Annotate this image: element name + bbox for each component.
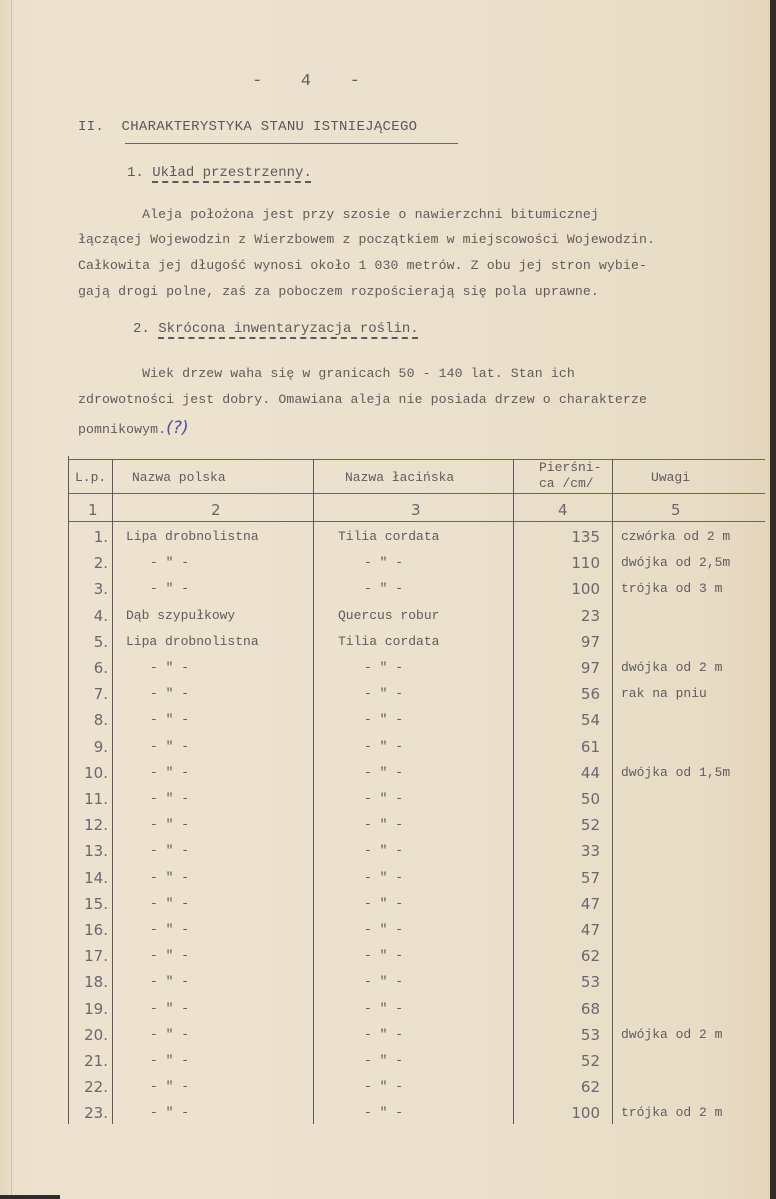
column-number-separator xyxy=(68,521,765,522)
table-border-top xyxy=(68,459,765,460)
section-heading xyxy=(78,119,417,135)
cell-circumference: 33 xyxy=(580,842,600,861)
cell-lp: 19. xyxy=(84,999,108,1018)
cell-notes: czwórka od 2 m xyxy=(621,529,731,544)
cell-latin-name: - " - xyxy=(364,1026,404,1042)
column-number: 2 xyxy=(211,501,221,519)
cell-polish-name: - " - xyxy=(150,869,190,885)
cell-latin-name: - " - xyxy=(364,922,404,937)
cell-lp: 15. xyxy=(84,894,108,913)
table-border-left xyxy=(68,456,69,1124)
cell-latin-name: Tilia cordata xyxy=(338,633,440,649)
cell-circumference: 97 xyxy=(580,632,600,651)
paragraph-line: Aleja położona jest przy szosie o nawierzchni bitumicznej xyxy=(78,207,599,222)
subsection-heading-2 xyxy=(133,321,419,337)
page-fold-line xyxy=(11,0,12,1199)
heading-underline xyxy=(125,143,458,144)
cell-latin-name: - " - xyxy=(364,1105,404,1121)
cell-latin-name: - " - xyxy=(364,764,404,780)
cell-latin-name: - " - xyxy=(364,555,404,571)
subsection-title: Układ przestrzenny. xyxy=(152,165,312,181)
cell-lp: 3. xyxy=(93,580,108,599)
section-title: CHARAKTERYSTYKA STANU ISTNIEJĄCEGO xyxy=(121,119,418,135)
cell-lp: 20. xyxy=(84,1025,108,1044)
cell-lp: 13. xyxy=(84,842,108,861)
paragraph-line: Całkowita jej długość wynosi około 1 030 metrów. Z obu jej stron wybie- xyxy=(78,258,647,273)
cell-lp: 11. xyxy=(84,790,108,808)
cell-polish-name: - " - xyxy=(150,922,190,937)
cell-latin-name: - " - xyxy=(364,843,404,859)
cell-circumference: 52 xyxy=(580,1052,600,1070)
cell-latin-name: - " - xyxy=(364,869,404,885)
cell-polish-name: - " - xyxy=(150,555,190,571)
cell-circumference: 54 xyxy=(580,711,600,730)
cell-notes: dwójka od 2 m xyxy=(621,1026,723,1042)
cell-notes: rak na pniu xyxy=(621,686,707,702)
cell-circumference: 44 xyxy=(580,763,600,782)
cell-circumference: 68 xyxy=(580,999,600,1018)
cell-latin-name: - " - xyxy=(364,712,404,728)
cell-latin-name: Quercus robur xyxy=(338,607,440,623)
cell-polish-name: - " - xyxy=(150,660,190,675)
cell-lp: 23. xyxy=(84,1104,108,1123)
cell-notes: dwójka od 2 m xyxy=(621,660,723,675)
column-divider xyxy=(112,459,113,1124)
cell-lp: 9. xyxy=(93,737,108,756)
cell-notes: dwójka od 2,5m xyxy=(621,555,731,571)
cell-notes: trójka od 2 m xyxy=(621,1105,723,1121)
subsection-number: 2. xyxy=(133,321,150,337)
cell-latin-name: - " - xyxy=(364,581,404,597)
cell-lp: 22. xyxy=(84,1078,108,1097)
column-divider xyxy=(513,459,514,1124)
cell-polish-name: - " - xyxy=(150,712,190,728)
cell-polish-name: - " - xyxy=(150,1000,190,1016)
header-latin-name: Nazwa łacińska xyxy=(345,470,455,485)
cell-circumference: 23 xyxy=(580,606,600,625)
cell-lp: 4. xyxy=(93,606,108,625)
cell-polish-name: Dąb szypułkowy xyxy=(126,607,236,623)
cell-notes: dwójka od 1,5m xyxy=(621,764,731,780)
cell-latin-name: - " - xyxy=(364,948,404,964)
cell-latin-name: - " - xyxy=(364,1053,404,1068)
cell-polish-name: - " - xyxy=(150,843,190,859)
cell-polish-name: - " - xyxy=(150,1105,190,1121)
cell-lp: 5. xyxy=(93,632,108,651)
cell-latin-name: - " - xyxy=(364,660,404,675)
cell-lp: 8. xyxy=(93,711,108,730)
scan-edge-bottom xyxy=(0,1195,60,1199)
column-number: 1 xyxy=(88,501,98,519)
cell-polish-name: Lipa drobnolistna xyxy=(126,529,259,544)
cell-polish-name: - " - xyxy=(150,764,190,780)
header-circumference-1: Pierśni- xyxy=(539,460,602,475)
cell-lp: 14. xyxy=(84,868,108,887)
column-divider xyxy=(612,459,613,1124)
cell-lp: 21. xyxy=(84,1052,108,1070)
cell-lp: 2. xyxy=(93,554,108,573)
cell-circumference: 50 xyxy=(580,790,600,808)
cell-latin-name: - " - xyxy=(364,974,404,990)
cell-lp: 10. xyxy=(84,763,108,782)
cell-latin-name: - " - xyxy=(364,686,404,702)
cell-polish-name: - " - xyxy=(150,738,190,754)
section-number: II. xyxy=(78,119,105,135)
cell-circumference: 110 xyxy=(571,554,600,573)
cell-polish-name: - " - xyxy=(150,895,190,911)
cell-polish-name: - " - xyxy=(150,1053,190,1068)
cell-circumference: 100 xyxy=(571,580,600,599)
paragraph-line: zdrowotności jest dobry. Omawiana aleja nie posiada drzew o charakterze xyxy=(78,392,647,407)
cell-circumference: 57 xyxy=(580,868,600,887)
cell-latin-name: - " - xyxy=(364,791,404,806)
cell-polish-name: - " - xyxy=(150,1079,190,1095)
cell-circumference: 53 xyxy=(580,1025,600,1044)
header-lp: L.p. xyxy=(75,470,107,485)
cell-lp: 12. xyxy=(84,816,108,835)
page-number: - 4 - xyxy=(252,72,362,91)
cell-lp: 16. xyxy=(84,921,108,939)
paragraph-text: pomnikowym. xyxy=(78,422,167,437)
cell-circumference: 47 xyxy=(580,894,600,913)
cell-polish-name: - " - xyxy=(150,817,190,833)
handwritten-annotation: (?) xyxy=(166,418,189,438)
column-number: 3 xyxy=(411,501,421,519)
subsection-heading-1 xyxy=(127,165,312,181)
cell-latin-name: - " - xyxy=(364,1079,404,1095)
cell-circumference: 100 xyxy=(571,1104,600,1123)
paragraph-line: łączącej Wojewodzin z Wierzbowem z początkiem w miejscowości Wojewodzin. xyxy=(78,232,655,247)
cell-notes: trójka od 3 m xyxy=(621,581,723,597)
cell-lp: 1. xyxy=(93,528,108,546)
cell-circumference: 135 xyxy=(571,528,600,546)
cell-circumference: 62 xyxy=(580,1078,600,1097)
cell-polish-name: - " - xyxy=(150,791,190,806)
paragraph-line: gają drogi polne, zaś za poboczem rozpościerają się pola uprawne. xyxy=(78,284,599,299)
header-circumference-2: ca /cm/ xyxy=(539,476,594,491)
paragraph-line xyxy=(78,418,189,438)
cell-circumference: 56 xyxy=(580,685,600,704)
cell-latin-name: - " - xyxy=(364,738,404,754)
header-polish-name: Nazwa polska xyxy=(132,470,226,485)
cell-polish-name: - " - xyxy=(150,948,190,964)
scan-edge xyxy=(770,0,776,1199)
cell-latin-name: - " - xyxy=(364,817,404,833)
cell-lp: 18. xyxy=(84,973,108,992)
column-divider xyxy=(313,459,314,1124)
column-number: 4 xyxy=(558,501,568,519)
cell-latin-name: - " - xyxy=(364,1000,404,1016)
cell-circumference: 53 xyxy=(580,973,600,992)
cell-latin-name: Tilia cordata xyxy=(338,529,440,544)
cell-lp: 7. xyxy=(93,685,108,704)
cell-polish-name: Lipa drobnolistna xyxy=(126,633,259,649)
cell-circumference: 62 xyxy=(580,947,600,966)
cell-polish-name: - " - xyxy=(150,686,190,702)
column-number: 5 xyxy=(671,501,681,519)
subsection-number: 1. xyxy=(127,165,144,181)
cell-circumference: 52 xyxy=(580,816,600,835)
cell-polish-name: - " - xyxy=(150,1026,190,1042)
paragraph-line: Wiek drzew waha się w granicach 50 - 140 lat. Stan ich xyxy=(78,366,575,381)
cell-circumference: 61 xyxy=(580,737,600,756)
cell-lp: 17. xyxy=(84,947,108,966)
cell-lp: 6. xyxy=(93,659,108,677)
cell-circumference: 47 xyxy=(580,921,600,939)
header-separator xyxy=(68,493,765,494)
cell-polish-name: - " - xyxy=(150,974,190,990)
subsection-title: Skrócona inwentaryzacja roślin. xyxy=(158,321,419,337)
cell-polish-name: - " - xyxy=(150,581,190,597)
header-notes: Uwagi xyxy=(651,470,691,485)
cell-latin-name: - " - xyxy=(364,895,404,911)
cell-circumference: 97 xyxy=(580,659,600,677)
